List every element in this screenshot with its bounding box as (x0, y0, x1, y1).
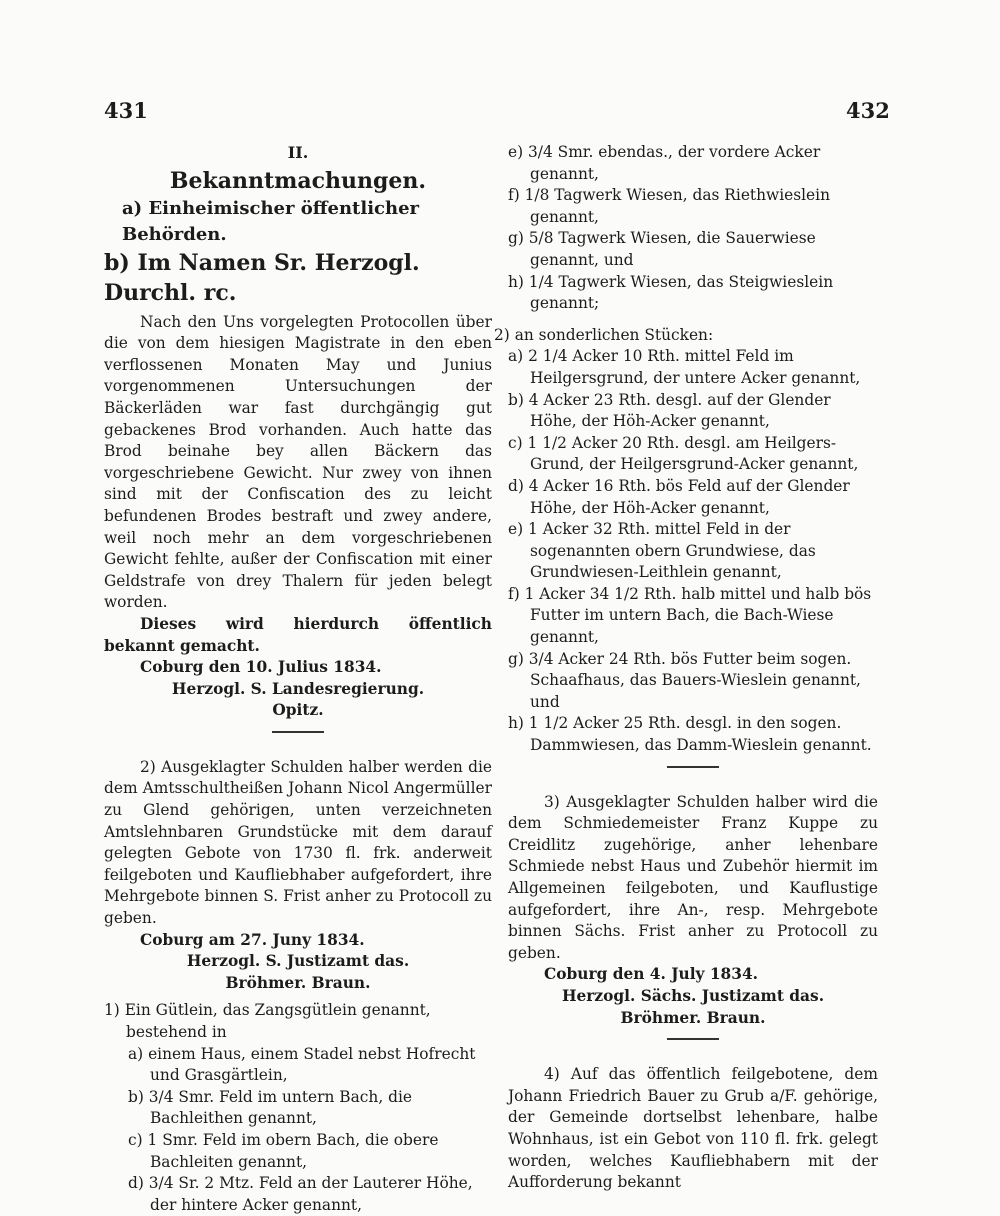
announcement-1-text: Nach den Uns vorgelegten Protocollen über die von dem hiesigen Magistrate in den eben verflossenen Monaten May und Junius vorgenommenen Untersuchungen der Bäckerläden war fast durchgängig gut gebackenes Brod vorhanden. Auch hatte das Brod beinahe bey allen Bäckern das vorgeschriebene Gewicht. Nur zwey von ihnen sind mit der Confiscation des zu leicht befundenen Brodes bestraft und zwey andere, weil noch mehr an dem vorgeschriebenen Gewicht fehlte, außer der Confiscation mit einer Geldstrafe von drey Thalern für jeden belegt worden. (104, 312, 492, 612)
list-item: 2) an sonderlichen Stücken: (494, 325, 714, 344)
left-page-number: 431 (104, 98, 148, 123)
announcement-2-text: 2) Ausgeklagter Schulden halber werden die dem Amtsschultheißen Johann Nicol Angermüller zu Glend gehörigen, unten verzeichneten Amtslehnbaren Grundstücke mit dem darauf gelegten Gebote von 1730 fl. frk. anderweit feilgeboten und Kaufliebhaber aufgefordert, ihre Mehrgebote binnen S. Frist anher zu Protocoll zu geben. (104, 757, 492, 928)
announcement-3-signature: Bröhmer. Braun. (620, 1008, 766, 1027)
announcement-4-text: 4) Auf das öffentlich feilgebotene, dem Johann Friedrich Bauer zu Grub a/F. gehörige, der Gemeinde dortselbst lehenbare, halbe Wohnhaus, ist ein Gebot von 110 fl. frk. gelegt worden, welches Kaufliebhabern mit der Aufforderung bekannt (508, 1065, 878, 1192)
right-page-number: 432 (846, 98, 890, 123)
announcement-3-date: Coburg den 4. July 1834. (544, 965, 759, 984)
list-item: c) 1 Smr. Feld im obern Bach, die obere Bachleiten genannt, (128, 1130, 439, 1171)
announcement-3-authority: Herzogl. Sächs. Justizamt das. (561, 986, 825, 1005)
announcement-2-authority: Herzogl. S. Justizamt das. (186, 952, 410, 971)
list-item: b) 3/4 Smr. Feld im untern Bach, die Bachleithen genannt, (128, 1087, 412, 1128)
list-item: g) 5/8 Tagwerk Wiesen, die Sauerwiese genannt, und (508, 229, 816, 269)
divider (272, 731, 324, 733)
left-column (104, 142, 492, 1216)
list-item: c) 1 1/2 Acker 20 Rth. desgl. am Heilgers-Grund, der Heilgersgrund-Acker genannt, (508, 433, 859, 474)
list-item: a) 2 1/4 Acker 10 Rth. mittel Feld im Heilgersgrund, der untere Acker genannt, (508, 347, 861, 387)
list-item: d) 4 Acker 16 Rth. bös Feld auf der Glender Höhe, der Höh-Acker genannt, (508, 476, 850, 517)
list-item: f) 1 Acker 34 1/2 Rth. halb mittel und halb bös Futter im untern Bach, die Bach-Wiese genannt, (508, 584, 872, 647)
section-number: II. (287, 143, 309, 162)
list-item: e) 3/4 Smr. ebendas., der vordere Acker genannt, (508, 143, 821, 183)
announcement-1-date: Coburg den 10. Julius 1834. (140, 658, 382, 677)
list-item: d) 3/4 Sr. 2 Mtz. Feld an der Lauterer Höhe, der hintere Acker genannt, (128, 1174, 473, 1214)
namen-heading: b) Im Namen Sr. Herzogl. Durchl. rc. (104, 249, 420, 306)
divider (667, 766, 719, 768)
announcement-1-signature: Opitz. (272, 701, 324, 720)
list-item: f) 1/8 Tagwerk Wiesen, das Riethwieslein genannt, (508, 186, 830, 226)
list-item: 1) Ein Gütlein, das Zangsgütlein genannt, bestehend in (104, 1001, 431, 1041)
right-column (494, 142, 878, 1194)
announcement-3-text: 3) Ausgeklagter Schulden halber wird die dem Schmiedemeister Franz Kuppe zu Creidlitz zugehörige, anher lehenbare Schmiede nebst Haus und Zubehör hiermit im Allgemeinen feilgeboten, und Kauflustige aufgefordert, ihre An-, resp. Mehrgebote binnen Sächs. Frist anher zu Protocoll zu geben. (508, 792, 878, 962)
list-item: g) 3/4 Acker 24 Rth. bös Futter beim sogen. Schaafhaus, das Bauers-Wieslein genannt, und (508, 649, 861, 711)
list-item: b) 4 Acker 23 Rth. desgl. auf der Glender Höhe, der Höh-Acker genannt, (508, 390, 831, 431)
authority-subheading: a) Einheimischer öffentlicher Behörden. (122, 197, 420, 245)
section-heading: Bekanntmachungen. (169, 167, 427, 194)
announcement-1-authority: Herzogl. S. Landesregierung. (171, 679, 425, 698)
announcement-2-date: Coburg am 27. Juny 1834. (140, 930, 365, 949)
announcement-2-signature: Bröhmer. Braun. (225, 973, 371, 992)
announcement-1-closing: Dieses wird hierdurch öffentlich bekannt gemacht. (104, 614, 492, 655)
list-item: a) einem Haus, einem Stadel nebst Hofrecht und Grasgärtlein, (128, 1044, 476, 1085)
divider (667, 1038, 719, 1040)
list-item: h) 1 1/2 Acker 25 Rth. desgl. in den sogen. Dammwiesen, das Damm-Wieslein genannt. (508, 714, 872, 755)
list-item: e) 1 Acker 32 Rth. mittel Feld in der sogenannten obern Grundwiese, das Grundwiesen-Leithlein genannt, (508, 520, 816, 582)
list-item: h) 1/4 Tagwerk Wiesen, das Steigwieslein genannt; (508, 272, 834, 313)
